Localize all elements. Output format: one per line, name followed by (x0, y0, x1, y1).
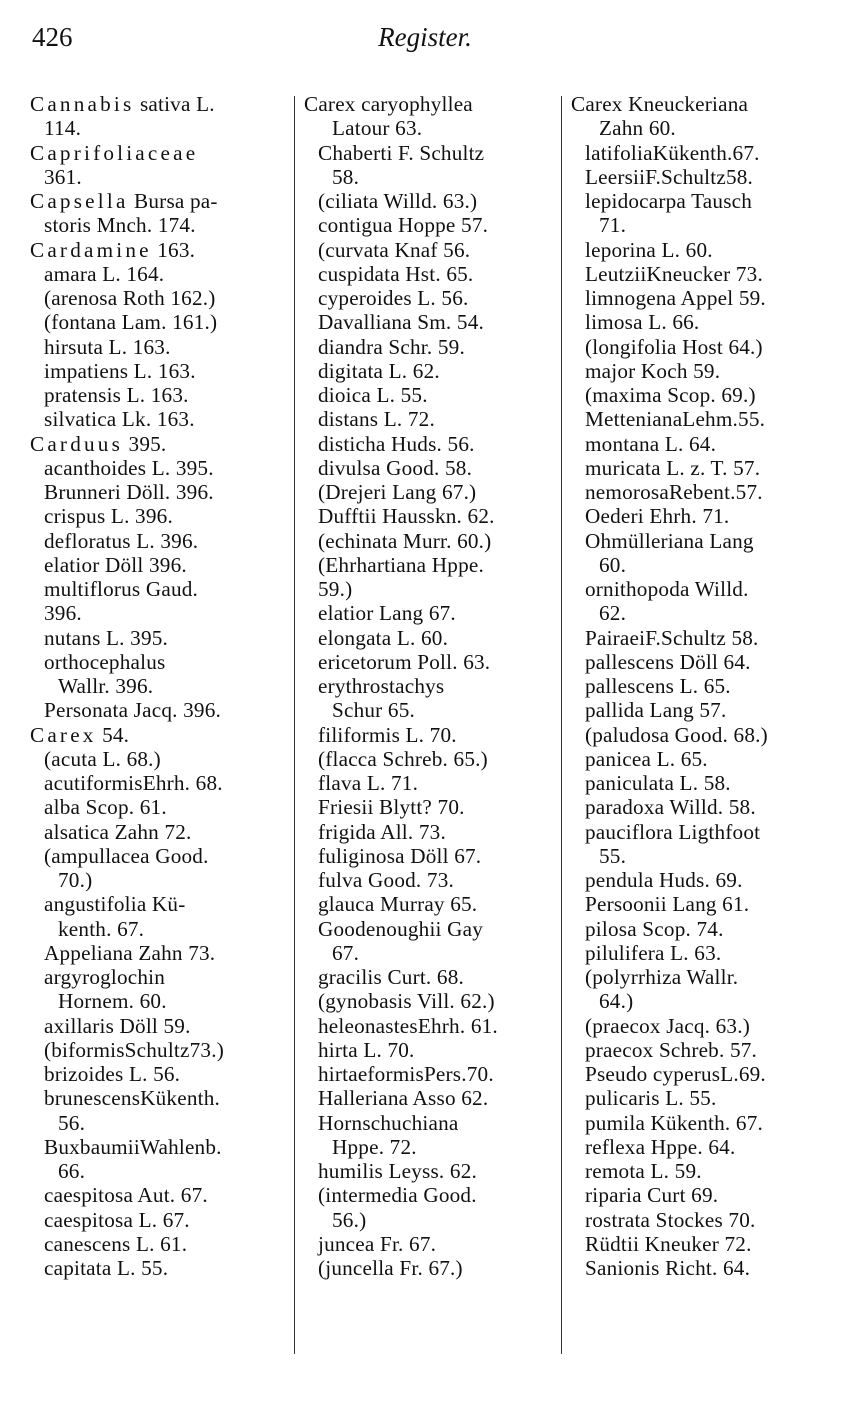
index-entry: (acuta L. 68.) (44, 746, 161, 771)
index-entry: Friesii Blytt? 70. (318, 795, 465, 820)
index-entry: Hornem. 60. (58, 989, 167, 1014)
index-entry: Zahn 60. (599, 116, 676, 141)
index-entry: caespitosa L. 67. (44, 1207, 190, 1232)
index-entry: elongata L. 60. (318, 625, 449, 650)
index-entry: Pseudo cyperusL.69. (585, 1062, 766, 1086)
index-entry: pallescens L. 65. (585, 674, 731, 698)
index-column-1 (30, 92, 290, 1382)
index-entry: LeutziiKneucker 73. (585, 261, 763, 286)
index-entry: pendula Huds. 69. (585, 868, 743, 892)
index-entry: crispus L. 396. (44, 504, 173, 529)
page-number: 426 (32, 22, 73, 52)
index-entry: alsatica Zahn 72. (44, 819, 192, 844)
index-entry: (ciliata Willd. 63.) (318, 189, 478, 213)
index-entry: juncea Fr. 67. (318, 1231, 437, 1256)
index-entry: 64.) (599, 989, 634, 1014)
index-entry: Carex Kneuckeriana (571, 92, 749, 116)
index-entry (30, 238, 290, 262)
index-entry: silvatica Lk. 163. (44, 407, 195, 432)
index-entry: nemorosaRebent.57. (585, 480, 763, 504)
index-entry: paradoxa Willd. 58. (585, 795, 756, 820)
index-entry: (juncella Fr. 67.) (318, 1256, 463, 1280)
index-entry: (ampullacea Good. (44, 843, 209, 868)
index-entry: (polyrrhiza Wallr. (585, 965, 739, 989)
index-entry: Dufftii Hausskn. 62. (318, 504, 495, 529)
index-entry: orthocephalus (44, 649, 166, 674)
index-entry: 66. (58, 1159, 86, 1183)
index-entry: major Koch 59. (585, 358, 721, 383)
genus-name: Caprifoliaceae (30, 140, 199, 165)
index-entry: (Drejeri Lang 67.) (318, 480, 477, 504)
index-entry: kenth. 67. (58, 916, 145, 941)
index-entry: Appeliana Zahn 73. (44, 940, 216, 965)
index-entry: riparia Curt 69. (585, 1183, 719, 1208)
entry-rest: 54. (96, 722, 130, 747)
index-entry (30, 92, 290, 116)
index-entry: humilis Leyss. 62. (318, 1159, 477, 1183)
index-entry: reflexa Hppe. 64. (585, 1134, 736, 1159)
index-entry: muricata L. z. T. 57. (585, 455, 761, 480)
index-entry: 67. (332, 940, 360, 965)
index-entry: ericetorum Poll. 63. (318, 649, 491, 674)
index-entry: PairaeiF.Schultz 58. (585, 625, 759, 650)
index-entry: Rüdtii Kneuker 72. (585, 1231, 752, 1256)
entry-rest: 395. (123, 431, 167, 456)
index-entry: multiflorus Gaud. (44, 577, 199, 601)
index-entry: defloratus L. 396. (44, 528, 199, 553)
index-entry: latifoliaKükenth.67. (585, 140, 760, 165)
index-entry: BuxbaumiiWahlenb. (44, 1134, 222, 1159)
index-entry: diandra Schr. 59. (318, 334, 465, 359)
index-entry: 59.) (318, 577, 353, 601)
index-entry: contigua Hoppe 57. (318, 213, 489, 238)
index-entry: (arenosa Roth 162.) (44, 286, 216, 310)
column-divider (561, 96, 562, 1354)
index-columns (30, 92, 820, 1392)
index-entry: (paludosa Good. 68.) (585, 722, 768, 747)
entry-rest: 163. (151, 237, 196, 262)
genus-name: Capsella (30, 189, 129, 213)
index-entry (30, 141, 290, 165)
index-entry: 396. (44, 601, 82, 626)
index-entry: axillaris Döll 59. (44, 1013, 191, 1038)
index-entry: LeersiiF.Schultz58. (585, 164, 754, 189)
index-entry: Personata Jacq. 396. (44, 698, 221, 723)
index-entry: frigida All. 73. (318, 819, 446, 844)
genus-name: Carex (30, 722, 97, 747)
index-entry: Carex caryophyllea (304, 92, 473, 116)
index-entry: fuliginosa Döll 67. (318, 843, 482, 868)
page-header (30, 22, 820, 66)
index-entry: Sanionis Richt. 64. (585, 1256, 751, 1280)
index-entry: panicea L. 65. (585, 746, 708, 771)
index-entry: 62. (599, 601, 627, 626)
index-entry: acanthoides L. 395. (44, 455, 214, 480)
index-entry: rostrata Stockes 70. (585, 1207, 756, 1232)
index-entry: Hornschuchiana (318, 1110, 459, 1135)
index-entry: digitata L. 62. (318, 358, 440, 383)
index-entry: Goodenoughii Gay (318, 916, 484, 941)
index-entry: 60. (599, 552, 627, 577)
genus-name: Carduus (30, 431, 124, 456)
index-entry: capitata L. 55. (44, 1256, 169, 1280)
index-entry: 70.) (58, 868, 93, 892)
index-entry: (fontana Lam. 161.) (44, 310, 218, 335)
index-entry: lepidocarpa Tausch (585, 189, 753, 213)
index-entry: pratensis L. 163. (44, 383, 189, 407)
index-entry: divulsa Good. 58. (318, 455, 473, 480)
index-entry: (curvata Knaf 56. (318, 237, 471, 262)
index-entry: Latour 63. (332, 116, 423, 141)
index-column-3 (571, 92, 820, 1382)
index-entry: elatior Döll 396. (44, 552, 187, 577)
index-entry: Brunneri Döll. 396. (44, 480, 214, 504)
index-entry: ornithopoda Willd. (585, 577, 749, 601)
index-entry: Ohmülleriana Lang (585, 528, 754, 553)
index-entry: (intermedia Good. (318, 1183, 477, 1208)
index-entry: filiformis L. 70. (318, 722, 457, 747)
index-entry: storis Mnch. 174. (44, 213, 196, 238)
index-entry: pallida Lang 57. (585, 698, 727, 723)
index-entry: Davalliana Sm. 54. (318, 310, 485, 335)
index-entry: (Ehrhartiana Hppe. (318, 552, 484, 577)
index-entry: 71. (599, 213, 627, 238)
index-entry: Chaberti F. Schultz (318, 140, 485, 165)
index-entry: cuspidata Hst. 65. (318, 261, 474, 286)
index-entry: hirta L. 70. (318, 1037, 415, 1062)
index-entry: 114. (44, 116, 82, 141)
index-entry: brunescensKükenth. (44, 1086, 220, 1111)
index-entry: remota L. 59. (585, 1159, 702, 1183)
column-divider (294, 96, 295, 1354)
index-entry: (longifolia Host 64.) (585, 334, 763, 359)
index-entry: cyperoides L. 56. (318, 286, 469, 310)
index-entry: argyroglochin (44, 965, 166, 989)
index-entry: disticha Huds. 56. (318, 431, 475, 456)
index-entry: limosa L. 66. (585, 310, 700, 335)
index-entry (30, 189, 290, 213)
index-entry: 58. (332, 164, 360, 189)
index-entry: amara L. 164. (44, 261, 165, 286)
index-entry: caespitosa Aut. 67. (44, 1183, 208, 1208)
index-entry: Wallr. 396. (58, 674, 154, 698)
index-entry: Halleriana Asso 62. (318, 1086, 489, 1111)
index-entry: canescens L. 61. (44, 1231, 188, 1256)
entry-rest: Bursa pa- (128, 189, 218, 213)
index-entry: alba Scop. 61. (44, 795, 167, 820)
index-entry: Schur 65. (332, 698, 416, 723)
index-entry: hirtaeformisPers.70. (318, 1062, 494, 1086)
index-entry: nutans L. 395. (44, 625, 169, 650)
index-entry: pulicaris L. 55. (585, 1086, 717, 1111)
genus-name: Cardamine (30, 237, 152, 262)
index-entry (30, 723, 290, 747)
index-entry: dioica L. 55. (318, 383, 428, 407)
index-entry: erythrostachys (318, 674, 445, 698)
index-entry: leporina L. 60. (585, 237, 713, 262)
index-entry: Oederi Ehrh. 71. (585, 504, 730, 529)
index-entry: (maxima Scop. 69.) (585, 383, 756, 407)
running-title: Register. (378, 22, 472, 52)
index-column-2 (304, 92, 556, 1382)
index-entry: 56. (58, 1110, 86, 1135)
index-entry: (flacca Schreb. 65.) (318, 746, 488, 771)
index-entry: angustifolia Kü- (44, 892, 186, 917)
index-entry: (gynobasis Vill. 62.) (318, 989, 495, 1014)
index-entry: hirsuta L. 163. (44, 334, 171, 359)
index-entry: paniculata L. 58. (585, 771, 731, 795)
index-entry: MettenianaLehm.55. (585, 407, 766, 432)
index-entry: pallescens Döll 64. (585, 649, 751, 674)
index-entry: praecox Schreb. 57. (585, 1037, 758, 1062)
index-entry: Hppe. 72. (332, 1134, 417, 1159)
index-entry: montana L. 64. (585, 431, 717, 456)
index-entry: gracilis Curt. 68. (318, 965, 465, 989)
index-entry: 55. (599, 843, 627, 868)
index-entry: heleonastesEhrh. 61. (318, 1013, 498, 1038)
index-entry: (echinata Murr. 60.) (318, 528, 492, 553)
index-entry: acutiformisEhrh. 68. (44, 771, 223, 795)
index-entry: 56.) (332, 1207, 367, 1232)
index-entry: Persoonii Lang 61. (585, 892, 750, 917)
index-entry: distans L. 72. (318, 407, 435, 432)
index-entry: (biformisSchultz73.) (44, 1037, 224, 1062)
index-entry: (praecox Jacq. 63.) (585, 1013, 750, 1038)
index-entry: flava L. 71. (318, 771, 419, 795)
index-entry: pilosa Scop. 74. (585, 916, 724, 941)
index-entry: elatior Lang 67. (318, 601, 456, 626)
index-entry: pauciflora Ligthfoot (585, 819, 761, 844)
index-entry: impatiens L. 163. (44, 358, 196, 383)
index-entry: pumila Kükenth. 67. (585, 1110, 763, 1135)
genus-name: Cannabis (30, 92, 135, 116)
index-entry: glauca Murray 65. (318, 892, 478, 917)
index-entry: 361. (44, 164, 82, 189)
index-entry: limnogena Appel 59. (585, 286, 766, 310)
index-entry: fulva Good. 73. (318, 868, 454, 892)
index-entry: pilulifera L. 63. (585, 940, 722, 965)
index-entry: brizoides L. 56. (44, 1062, 181, 1086)
entry-rest: sativa L. (134, 92, 215, 116)
index-entry (30, 432, 290, 456)
